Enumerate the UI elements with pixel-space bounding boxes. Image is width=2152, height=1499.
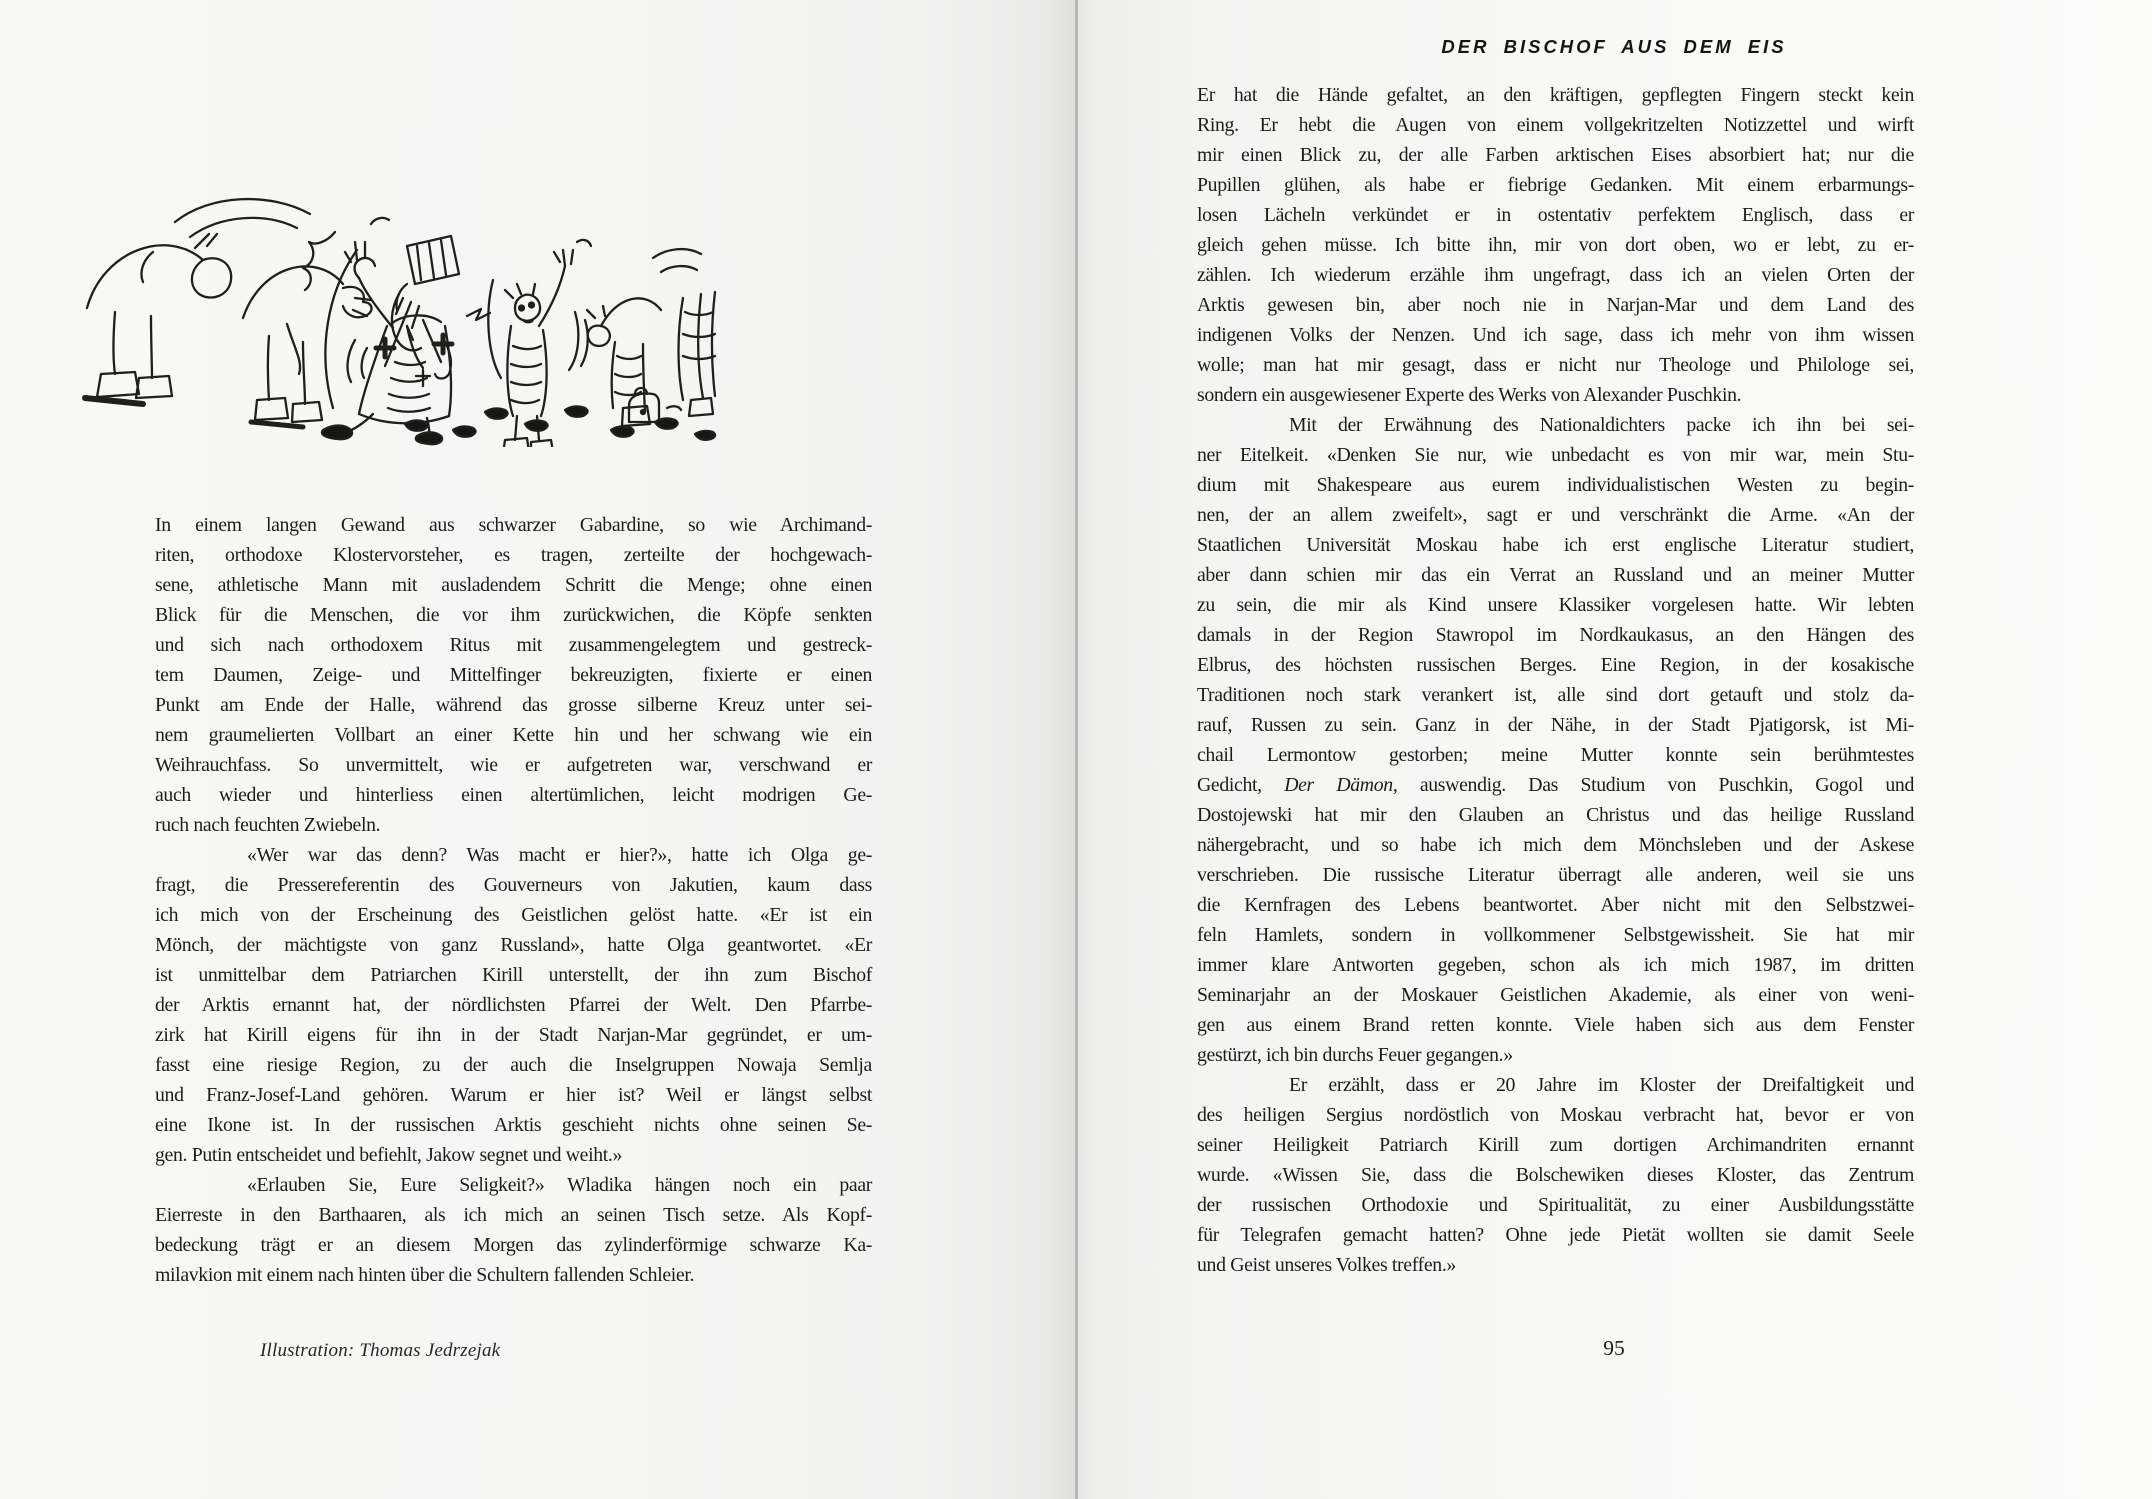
text-line: indigenen Volks der Nenzen. Und ich sage, dass ich mehr von ihm wissen	[1197, 324, 1914, 346]
text-line: Traditionen noch stark verankert ist, alle sind dort getauft und stolz da-	[1197, 684, 1914, 706]
text-line: Staatlichen Universität Moskau habe ich erst englische Literatur studiert,	[1197, 534, 1914, 556]
text-line: des heiligen Sergius nordöstlich von Moskau verbracht hat, bevor er von	[1197, 1104, 1914, 1126]
text-line: verschrieben. Die russische Literatur überragt alle anderen, weil sie uns	[1197, 864, 1914, 886]
text-line: feln Hamlets, sondern in vollkommener Selbstgewissheit. Sie hat mir	[1197, 924, 1914, 946]
text-line: «Erlauben Sie, Eure Seligkeit?» Wladika hängen noch ein paar	[247, 1174, 872, 1196]
text-line: chail Lermontow gestorben; meine Mutter konnte sein berühmtestes	[1197, 744, 1914, 766]
page-right	[1076, 0, 2152, 1499]
text-line: Arktis gewesen bin, aber noch nie in Narjan-Mar und dem Land des	[1197, 294, 1914, 316]
text-line: In einem langen Gewand aus schwarzer Gabardine, so wie Archimand-	[155, 514, 872, 536]
text-line: zirk hat Kirill eigens für ihn in der Stadt Narjan-Mar gegründet, er um-	[155, 1024, 872, 1046]
text-line: damals in der Region Stawropol im Nordkaukasus, an den Hängen des	[1197, 624, 1914, 646]
text-line: ruch nach feuchten Zwiebeln.	[155, 814, 381, 836]
text-line: Pupillen glühen, als habe er fiebrige Gedanken. Mit einem erbarmungs-	[1197, 174, 1914, 196]
text-line: ner Eitelkeit. «Denken Sie nur, wie unbedacht es von mir war, mein Stu-	[1197, 444, 1914, 466]
text-line: ist unmittelbar dem Patriarchen Kirill unterstellt, der ihn zum Bischof	[155, 964, 872, 986]
text-line: «Wer war das denn? Was macht er hier?», hatte ich Olga ge-	[247, 844, 872, 866]
illustration-caption: Illustration: Thomas Jedrzejak	[260, 1340, 501, 1361]
text-line: eine Ikone ist. In der russischen Arktis geschieht nichts ohne seinen Se-	[155, 1114, 872, 1136]
text-line: gen aus einem Brand retten konnte. Viele haben sich aus dem Fenster	[1197, 1014, 1914, 1036]
text-line: zu sein, die mir als Kind unsere Klassiker vorgelesen hatte. Wir lebten	[1197, 594, 1914, 616]
text-line: Mönch, der mächtigste von ganz Russland», hatte Olga geantwortet. «Er	[155, 934, 872, 956]
text-line: gestürzt, ich bin durchs Feuer gegangen.»	[1197, 1044, 1513, 1066]
text-line: Seminarjahr an der Moskauer Geistlichen Akademie, als einer von weni-	[1197, 984, 1914, 1006]
text-line: Er hat die Hände gefaltet, an den kräftigen, gepflegten Fingern steckt kein	[1197, 84, 1914, 106]
right-text-column	[1197, 80, 1914, 1280]
text-line: Weihrauchfass. So unvermittelt, wie er aufgetreten war, verschwand er	[155, 754, 872, 776]
text-line: Ring. Er hebt die Augen von einem vollgekritzelten Notizzettel und wirft	[1197, 114, 1914, 136]
text-line: die Kernfragen des Lebens beantwortet. Aber nicht mit den Selbstzwei-	[1197, 894, 1914, 916]
text-line: Mit der Erwähnung des Nationaldichters packe ich ihn bei sei-	[1289, 414, 1914, 436]
text-line: und sich nach orthodoxem Ritus mit zusammengelegtem und gestreck-	[155, 634, 872, 656]
text-line: Elbrus, des höchsten russischen Berges. Eine Region, in der kosakische	[1197, 654, 1914, 676]
left-text-column	[155, 510, 872, 1290]
text-line: nen, der an allem zweifelt», sagt er und verschränkt die Arme. «An der	[1197, 504, 1914, 526]
text-line: mir einen Blick zu, der alle Farben arktischen Eises absorbiert hat; nur die	[1197, 144, 1914, 166]
text-line: losen Lächeln verkündet er in ostentativ perfektem Englisch, dass er	[1197, 204, 1914, 226]
text-line: gleich gehen müsse. Ich bitte ihn, mir von dort oben, wo er lebt, zu er-	[1197, 234, 1914, 256]
text-line: nähergebracht, und so habe ich mich dem Mönchsleben und der Askese	[1197, 834, 1914, 856]
text-line: seiner Heiligkeit Patriarch Kirill zum dortigen Archimandriten ernannt	[1197, 1134, 1914, 1156]
text-line: der russischen Orthodoxie und Spiritualität, zu einer Ausbildungsstätte	[1197, 1194, 1914, 1216]
text-line: milavkion mit einem nach hinten über die Schultern fallenden Schleier.	[155, 1264, 695, 1286]
text-line: und Geist unseres Volkes treffen.»	[1197, 1254, 1456, 1276]
text-line: fasst eine riesige Region, zu der auch die Inselgruppen Nowaja Semlja	[155, 1054, 872, 1076]
text-line: gen. Putin entscheidet und befiehlt, Jakow segnet und weiht.»	[155, 1144, 623, 1166]
text-line: für Telegrafen gemacht hatten? Ohne jede Pietät wollten sie damit Seele	[1197, 1224, 1914, 1246]
running-header: DER BISCHOF AUS DEM EIS	[1441, 36, 1787, 57]
text-line: tem Daumen, Zeige- und Mittelfinger bekreuzigten, fixierte er einen	[155, 664, 872, 686]
text-line: aber dann schien mir das ein Verrat an Russland und an meiner Mutter	[1197, 564, 1914, 586]
text-line: wolle; man hat mir gesagt, dass er nicht nur Theologe und Philologe sei,	[1197, 354, 1914, 376]
text-line: fragt, die Pressereferentin des Gouverneurs von Jakutien, kaum dass	[155, 874, 872, 896]
text-line: sondern ein ausgewiesener Experte des Werks von Alexander Puschkin.	[1197, 384, 1742, 406]
page-number: 95	[1603, 1336, 1625, 1360]
illustration-drawing	[55, 112, 720, 447]
text-line: zählen. Ich wiederum erzähle ihm ungefragt, dass ich an vielen Orten der	[1197, 264, 1914, 286]
text-line: der Arktis ernannt hat, der nördlichsten Pfarrei der Welt. Den Pfarrbe-	[155, 994, 872, 1016]
text-line: sene, athletische Mann mit ausladendem Schritt die Menge; ohne einen	[155, 574, 872, 596]
text-line: Punkt am Ende der Halle, während das grosse silberne Kreuz unter sei-	[155, 694, 872, 716]
text-line: Blick für die Menschen, die vor ihm zurückwichen, die Köpfe senkten	[155, 604, 872, 626]
text-line: Dostojewski hat mir den Glauben an Christus und das heilige Russland	[1197, 804, 1914, 826]
text-line: rauf, Russen zu sein. Ganz in der Nähe, in der Stadt Pjatigorsk, ist Mi-	[1197, 714, 1914, 736]
text-line: bedeckung trägt er an diesem Morgen das zylinderförmige schwarze Ka-	[155, 1234, 872, 1256]
text-line: Gedicht, Der Dämon, auswendig. Das Studium von Puschkin, Gogol und	[1197, 774, 1915, 796]
text-line: nem graumelierten Vollbart an einer Kette hin und her schwang wie ein	[155, 724, 872, 746]
text-line: Er erzählt, dass er 20 Jahre im Kloster der Dreifaltigkeit und	[1289, 1074, 1914, 1096]
text-line: riten, orthodoxe Klostervorsteher, es tragen, zerteilte der hochgewach-	[155, 544, 872, 566]
text-line: dium mit Shakespeare aus eurem individualistischen Westen zu begin-	[1197, 474, 1914, 496]
text-line: und Franz-Josef-Land gehören. Warum er hier ist? Weil er längst selbst	[155, 1084, 872, 1106]
text-line: auch wieder und hinterliess einen altertümlichen, leicht modrigen Ge-	[155, 784, 872, 806]
text-line: wurde. «Wissen Sie, dass die Bolschewiken dieses Kloster, das Zentrum	[1197, 1164, 1914, 1186]
text-line: ich mich von der Erscheinung des Geistlichen gelöst hatte. «Er ist ein	[155, 904, 872, 926]
text-line: immer klare Antworten gegeben, schon als ich mich 1987, im dritten	[1197, 954, 1914, 976]
gutter-fold-line	[1075, 0, 1078, 1499]
text-line: Eierreste in den Barthaaren, als ich mich an seinen Tisch setze. Als Kopf-	[155, 1204, 872, 1226]
